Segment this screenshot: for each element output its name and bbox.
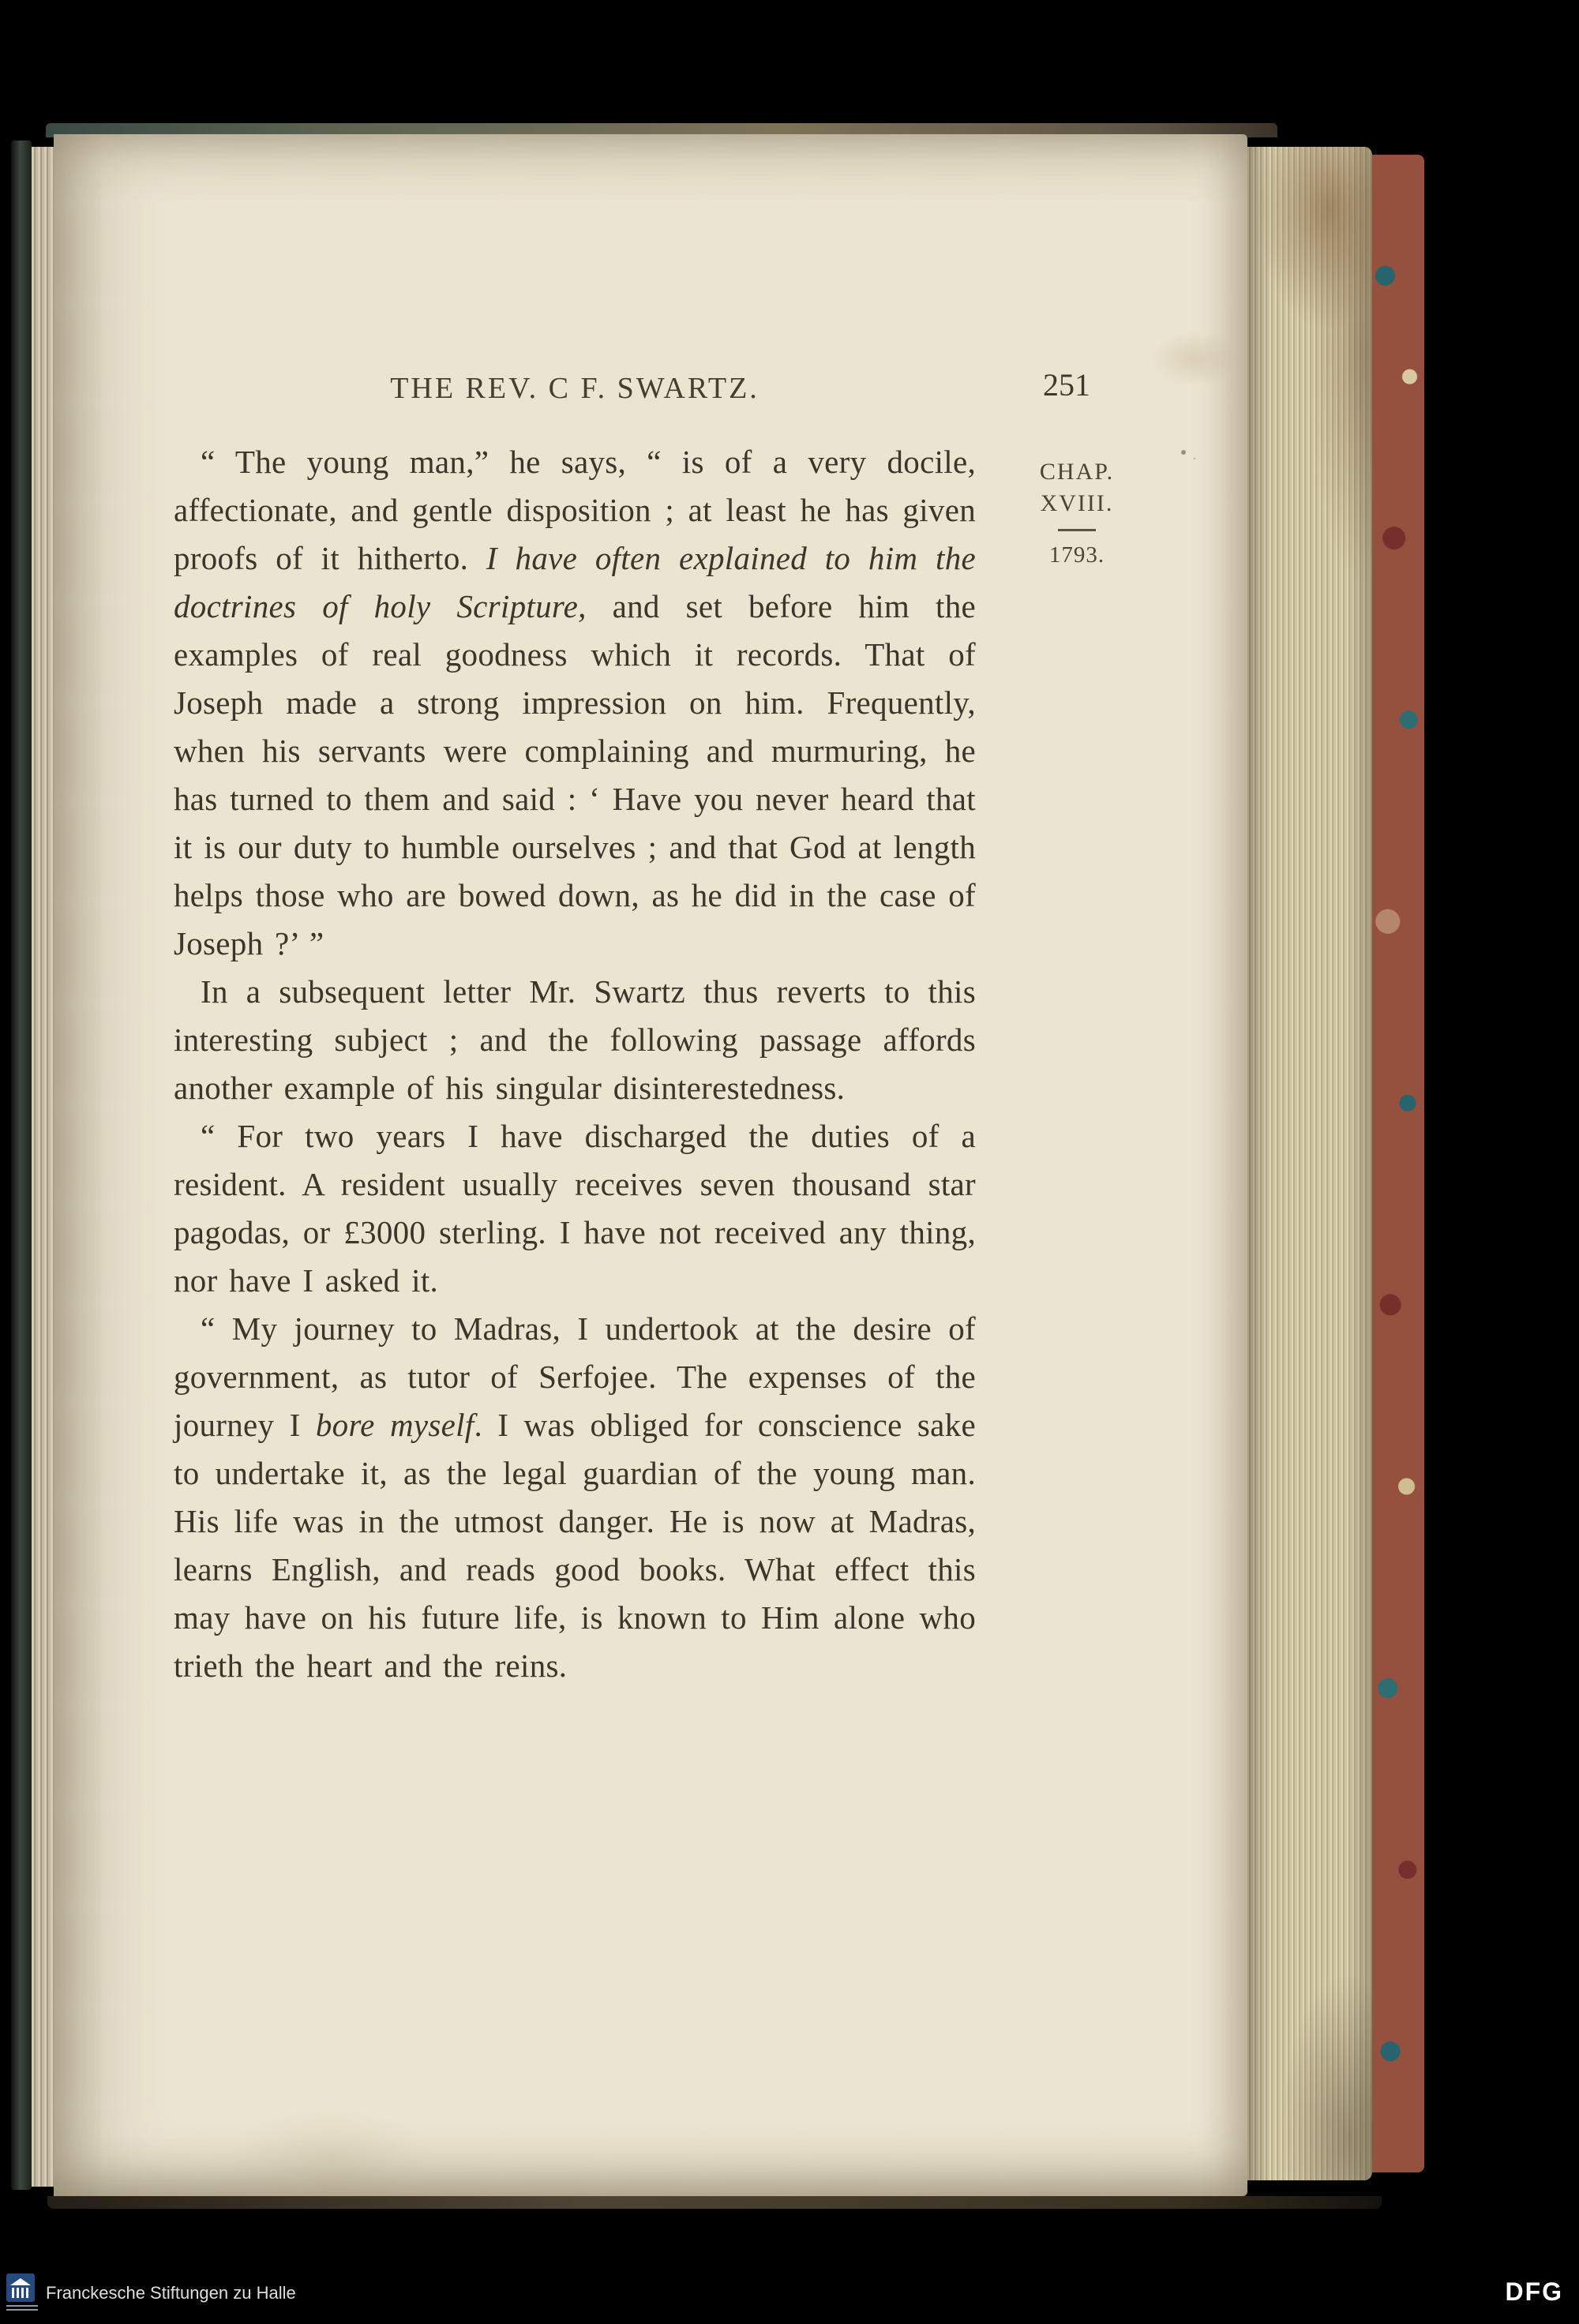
paragraph-segment-italic: I have often explained to him the doctrines of holy Scripture,	[174, 540, 976, 624]
dfg-logo: DFG	[1505, 2277, 1563, 2306]
chapter-margin-note	[1015, 456, 1138, 571]
paragraph-segment-italic: bore myself	[315, 1407, 474, 1443]
paragraph-segment: and set before him the examples of real goodness which it records. That of Joseph made a strong impression on him. Frequently, when his servants were complaining and murmuring, he has turned to them and said : ‘ Have you never heard that it is our duty to humble ourselves ; and that God at length helps those who are bowed down, as he did in the case of Joseph ?’ ”	[174, 588, 976, 961]
book-cover-spine-edge	[11, 141, 32, 2190]
paragraph-segment: “ For two years I have discharged the duties of a resident. A resident usually receives seven thousand star pagodas, or £3000 sterling. I have not received any thing, nor have I asked it.	[174, 1118, 976, 1299]
institution-label: Franckesche Stiftungen zu Halle	[46, 2283, 296, 2303]
foxing-stain	[1151, 332, 1238, 387]
body-paragraph	[174, 1305, 976, 1690]
chapter-numeral: XVIII.	[1040, 490, 1114, 516]
paragraph-segment: . I was obliged for conscience sake to undertake it, as the legal guardian of the young man. His life was in the utmost danger. He is now at Madras, learns English, and reads good books. What effect this may have on his future life, is known to Him alone who trieth the heart and the reins.	[174, 1407, 976, 1684]
logo-caption-lines	[6, 2305, 38, 2313]
ink-speck	[1181, 450, 1186, 455]
paragraph-segment: “ The young man,” he says, “ is of a very docile, affectionate, and gentle disposition ; at least he has given proofs of it hitherto.	[174, 444, 976, 576]
marbled-board-edge	[1372, 155, 1424, 2172]
page-stack-fore-edge	[1247, 147, 1372, 2180]
body-paragraph	[174, 968, 976, 1112]
left-page-edges	[32, 147, 55, 2187]
margin-rule	[1058, 529, 1096, 531]
year-note: 1793.	[1048, 542, 1105, 568]
chapter-label: CHAP.	[1039, 459, 1115, 485]
body-paragraph	[174, 1112, 976, 1305]
page-body-text	[174, 438, 976, 1690]
building-icon	[6, 2273, 35, 2302]
paragraph-segment: “ My journey to Madras, I undertook at the desire of government, as tutor of Serfojee. The expenses of the journey I	[174, 1310, 976, 1443]
paragraph-segment: In a subsequent letter Mr. Swartz thus reverts to this interesting subject ; and the following passage affords another example of his singular disinterestedness.	[174, 973, 976, 1106]
page-number: 251	[1043, 367, 1090, 403]
francke-foundations-logo	[6, 2273, 41, 2318]
running-head	[172, 371, 977, 406]
book-page	[54, 134, 1247, 2196]
body-paragraph	[174, 438, 976, 968]
page-title: THE REV. C F. SWARTZ.	[390, 372, 759, 405]
footer-bar	[0, 2269, 1579, 2324]
foxing-stain	[227, 2108, 433, 2202]
book-bottom-edge	[47, 2196, 1382, 2209]
